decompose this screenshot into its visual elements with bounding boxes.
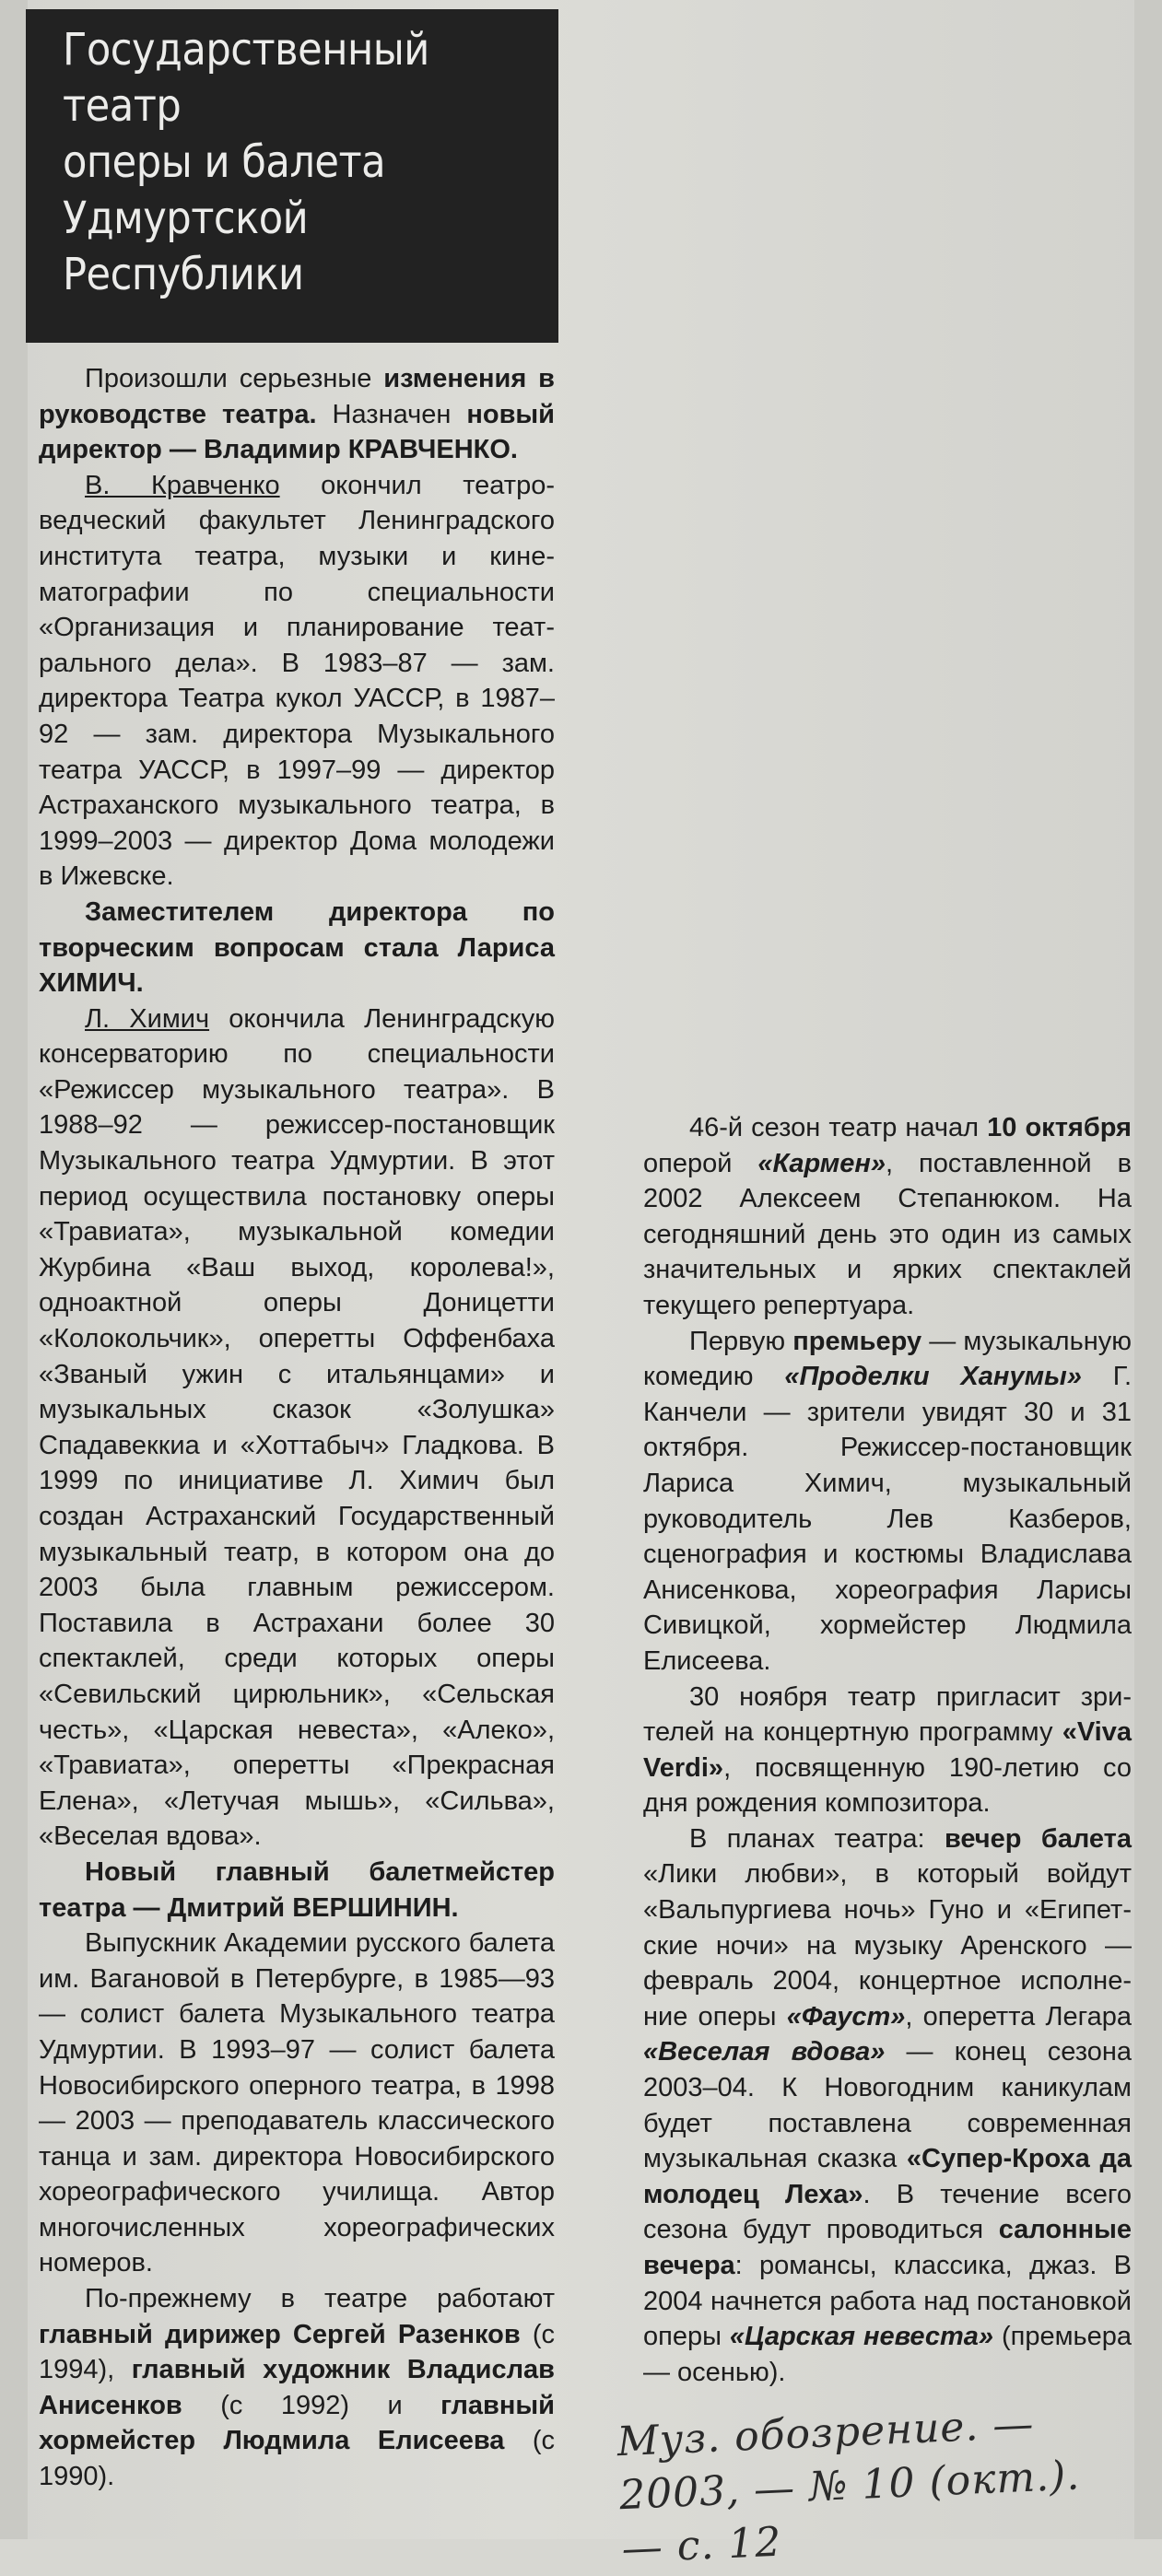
bold-run: салонные вечера: [643, 2215, 1132, 2280]
paragraph-kravchenko-bio: [39, 468, 555, 895]
right-column: [643, 1110, 1132, 2390]
text-run: 30 ноября театр пригласит зрителей на концертную программу: [643, 1681, 1132, 1748]
left-edge-shadow: [0, 0, 28, 2539]
bold-run: новый директор — Владимир КРАВЧЕНКО.: [39, 399, 555, 465]
text-run: В планах театра:: [689, 1823, 945, 1854]
text-run: Выпускник Академии русского балета им. Вагановой в Петербурге, в 1985—93 — солист балета Музыкального театра Удмуртии. В 1993–97 — солист балета Новосибирского оперного театра, в 1998— 2003 — преподаватель классического танца и зам. директора Новосибирского хореографического училища. Автор многочисленных хореографических номеров.: [39, 1928, 555, 2278]
bold-run: изменения в руководстве театра.: [39, 364, 555, 429]
text-run: оперой: [643, 1148, 758, 1178]
left-column: [39, 361, 555, 2495]
bold-italic-title: «Проделки Ханумы»: [784, 1362, 1082, 1392]
text-run: , оперетта Легара: [905, 2001, 1133, 2032]
headline-box: [26, 9, 558, 343]
headline-line: оперы и балета: [63, 136, 386, 188]
text-run: окончил театроведческий факультет Ленинградского института театра, музыки и кинематографии по специальности «Организация и планирование театрального дела». В 1983–87 — зам. директора Театра кукол УАССР, в 1987–92 — зам. директора Музыкального театра УАССР, в 1997–99 — директор Астраханского музыкального театра, в 1999–2003 — директор Дома молодежи в Ижевске.: [39, 470, 556, 892]
bold-run: Новый главный балетмейстер театра — Дмитрий ВЕРШИНИН.: [39, 1856, 555, 1923]
bold-italic-title: «Кармен»: [757, 1148, 886, 1178]
text-run: — музыкальную комедию: [643, 1326, 1132, 1392]
headline-line: Республики: [63, 249, 304, 300]
text-run: : романсы, классика, джаз. В 2004 начнется работа над постановкой оперы: [643, 2251, 1132, 2352]
text-run: 46-й сезон театр начал: [689, 1113, 988, 1142]
text-run: По-прежнему в театре работают: [85, 2284, 555, 2314]
paragraph-first-premiere: [643, 1324, 1132, 1680]
bold-italic-title: «Царская невеста»: [729, 2322, 994, 2352]
bold-run: «Viva Verdi»: [643, 1717, 1132, 1783]
bold-italic-title: «Веселая вдова»: [643, 2037, 886, 2067]
handwritten-line: 2003, — № 10 (окт.). — с. 12: [618, 2452, 1082, 2573]
text-run: окончила Ленинградскую консерваторию по специальности «Режиссер музыкального театра». В 1988–92 — режиссер-постановщик Музыкального театра Удмуртии. В этот период осуществила постановку оперы «Травиата», музыкальной комедии Журбина «Ваш выход, королева!», одноактной оперы Доницетти «Колокольчик», оперетты Оффенбаха «Званый ужин с итальянцами» и музыкальных сказок «Золушка» Спадавеккиа и «Хоттабыч» Гладкова. В 1999 по инициативе Л. Химич был создан Астраханский Государственный музыкальный театр, в котором она до 2003 была главным режиссером. Поставила в Астрахани более 30 спектаклей, среди которых оперы «Севильский цирюльник», «Сельская честь», «Царская невеста», «Алеко», «Травиата», оперетты «Прекрасная Елена», «Летучая мышь», «Сильва», «Веселая вдова».: [39, 1003, 556, 1852]
paragraph-season-opening: [643, 1110, 1132, 1324]
text-run: . В течение всего сезона будут проводиться: [643, 2179, 1132, 2245]
text-run: — конец сезона 2003–04. К Новогодним каникулам будет поставлена современная музыкальная сказка: [643, 2037, 1132, 2174]
paragraph-viva-verdi: [643, 1680, 1132, 1821]
text-run: (с 1992) и: [182, 2390, 441, 2420]
text-run: «Лики любви», в который войдут «Вальпургиева ночь» Гуно и «Египетские ночи» на музыку Аренского — февраль 2004, концертное исполнение оперы: [643, 1859, 1132, 2032]
bold-run: главный дирижер Сергей Разенков: [39, 2319, 521, 2349]
bold-run: «Супер-Кроха да молодец Леха»: [643, 2144, 1132, 2209]
bold-run: 10 октября: [987, 1113, 1132, 1142]
text-run: (премьера — осенью).: [643, 2322, 1133, 2387]
underlined-name: Л. Химич: [85, 1003, 210, 1034]
paragraph-vershinin-bio: [39, 1926, 555, 2281]
text-run: , поставленной в 2002 Алексеем Степанюком. На сегодняшний день это один из самых значительных и ярких спектаклей текущего репертуара.: [643, 1148, 1132, 1320]
underlined-name: В. Кравченко: [85, 470, 280, 500]
handwritten-line: Муз. обозрение. —: [616, 2400, 1036, 2466]
bold-run: главный художник Владислав Анисенков: [39, 2355, 555, 2420]
paragraph-theatre-plans: [643, 1821, 1132, 2391]
bold-run: премьеру: [792, 1326, 922, 1356]
paragraph-ballet-master: [39, 1855, 555, 1926]
text-run: , посвященную 190-летию со дня рождения композитора.: [643, 1752, 1132, 1819]
bold-italic-title: «Фауст»: [786, 2001, 906, 2032]
text-run: (с 1990).: [39, 2426, 555, 2492]
headline-line: театр: [63, 80, 182, 132]
bold-run: вечер балета: [944, 1823, 1132, 1854]
text-run: (с 1994),: [39, 2319, 555, 2385]
paragraph-khimich-bio: [39, 1001, 555, 1855]
text-run: Первую: [689, 1326, 793, 1356]
text-run: Произошли серьезные: [85, 364, 384, 393]
paragraph-staff: [39, 2281, 555, 2495]
bold-run: Заместителем директора по творческим вопросам стала Лариса ХИМИЧ.: [39, 896, 555, 999]
bold-run: главный хормейстер Людмила Елисеева: [39, 2390, 555, 2456]
headline-line: Удмуртской: [63, 193, 309, 244]
text-run: Г. Канчели — зрители увидят 30 и 31 октября. Режиссер-постановщик Лариса Химич, музыкальный руководитель Лев Казберов, сценография и костюмы Владислава Анисенкова, хореография Ларисы Сивицкой, хормейстер Людмила Елисеева.: [643, 1362, 1133, 1676]
headline-line: Государственный: [63, 24, 429, 76]
text-run: Назначен: [316, 399, 467, 429]
handwritten-citation: [616, 2394, 1138, 2576]
right-edge-shadow: [1134, 0, 1162, 2539]
paragraph-management-change: [39, 361, 555, 468]
paragraph-deputy-director: [39, 895, 555, 1001]
